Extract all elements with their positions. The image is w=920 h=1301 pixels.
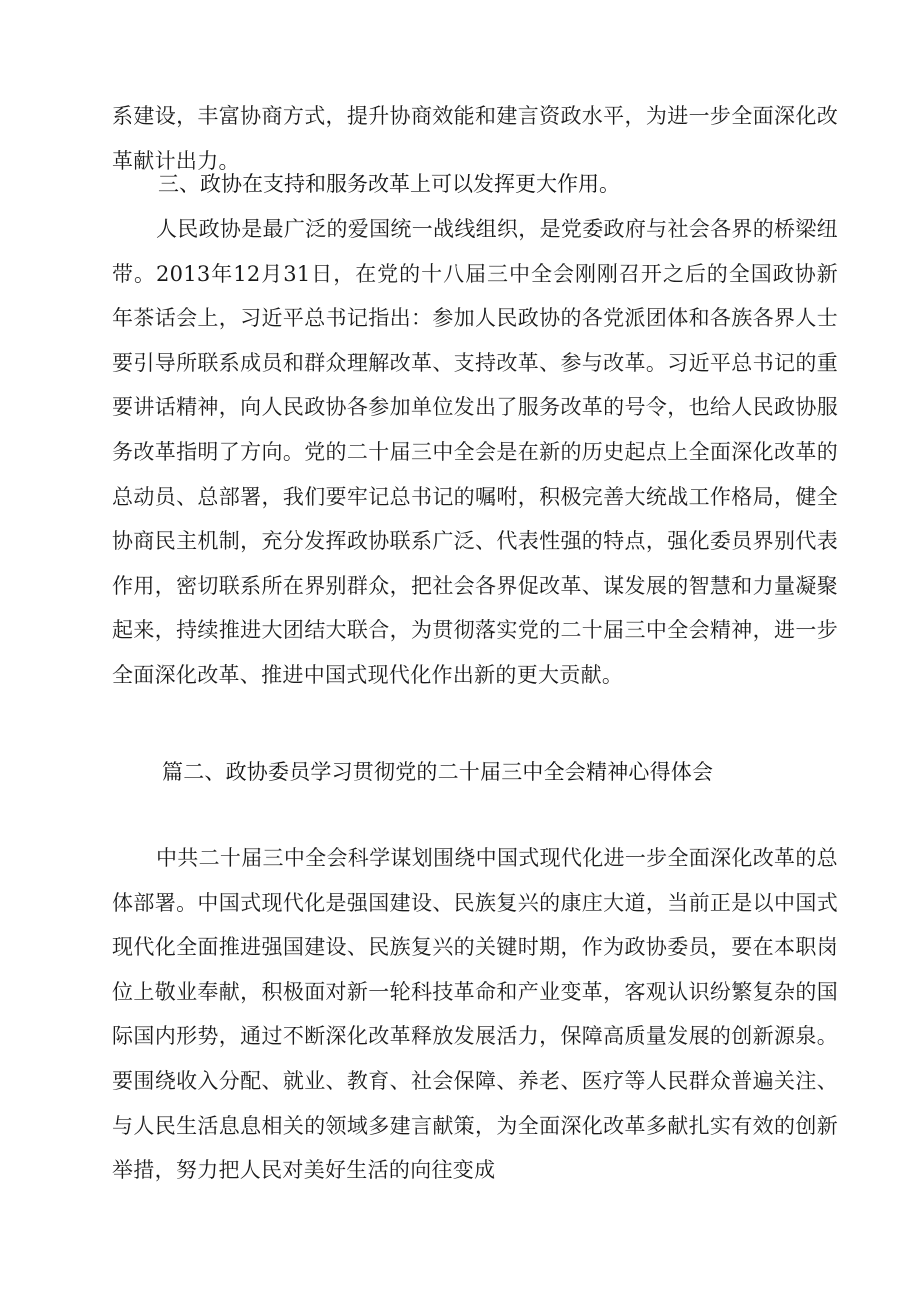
section-heading: 三、政协在支持和服务改革上可以发挥更大作用。 — [158, 172, 620, 196]
article-title: 篇二、政协委员学习贯彻党的二十届三中全会精神心得体会 — [162, 760, 714, 784]
section-body-block — [112, 207, 838, 698]
article-body-block — [112, 836, 838, 1193]
continued-paragraph: 系建设，丰富协商方式，提升协商效能和建言资政水平，为进一步全面深化改革献计出力。 — [112, 104, 838, 173]
section-paragraph: 人民政协是最广泛的爱国统一战线组织，是党委政府与社会各界的桥梁纽带。2013年12月31日，在党的十八届三中全会刚刚召开之后的全国政协新年茶话会上，习近平总书记指出：参加人民政协的各党派团体和各族各界人士要引导所联系成员和群众理解改革、支持改革、参与改革。习近平总书记的重要讲话精神，向人民政协各参加单位发出了服务改革的号令，也给人民政协服务改革指明了方向。党的二十届三中全会是在新的历史起点上全面深化改革的总动员、总部署，我们要牢记总书记的嘱咐，积极完善大统战工作格局，健全协商民主机制，充分发挥政协联系广泛、代表性强的特点，强化委员界别代表作用，密切联系所在界别群众，把社会各界促改革、谋发展的智慧和力量凝聚起来，持续推进大团结大联合，为贯彻落实党的二十届三中全会精神，进一步全面深化改革、推进中国式现代化作出新的更大贡献。 — [112, 217, 838, 687]
article-paragraph: 中共二十届三中全会科学谋划围绕中国式现代化进一步全面深化改革的总体部署。中国式现代化是强国建设、民族复兴的康庄大道，当前正是以中国式现代化全面推进强国建设、民族复兴的关键时期，作为政协委员，要在本职岗位上敬业奉献，积极面对新一轮科技革命和产业变革，客观认识纷繁复杂的国际国内形势，通过不断深化改革释放发展活力，保障高质量发展的创新源泉。要围绕收入分配、就业、教育、社会保障、养老、医疗等人民群众普遍关注、与人民生活息息相关的领域多建言献策，为全面深化改革多献扎实有效的创新举措，努力把人民对美好生活的向往变成 — [112, 846, 838, 1183]
